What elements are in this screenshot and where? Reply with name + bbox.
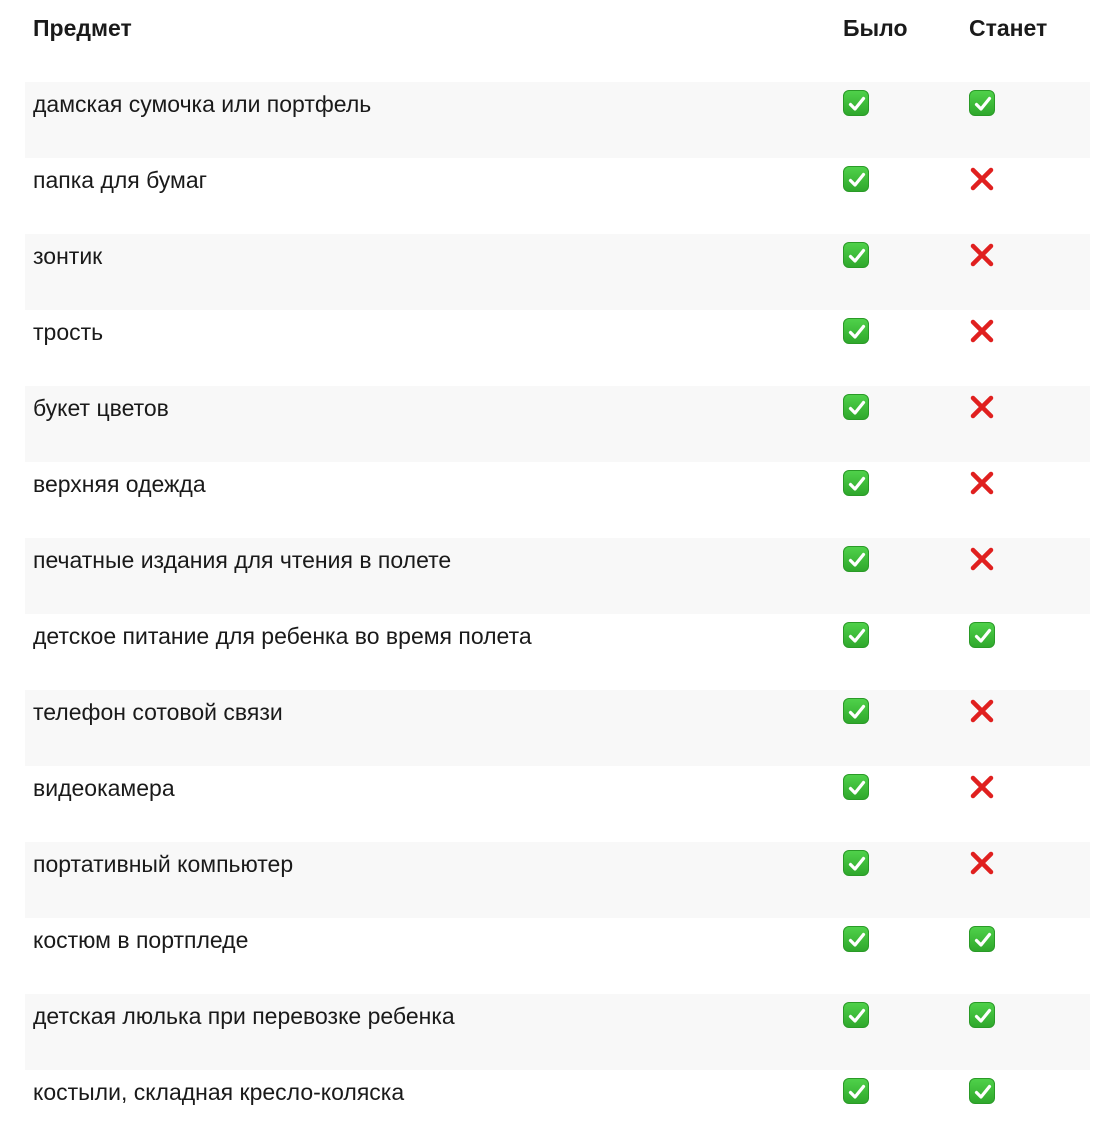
header-was: Было xyxy=(843,15,908,41)
will-status xyxy=(969,242,995,268)
check-mark-button-icon xyxy=(843,622,869,648)
item-name: дамская сумочка или портфель xyxy=(33,91,372,117)
was-status xyxy=(843,774,869,800)
check-mark-button-icon xyxy=(843,90,869,116)
will-status xyxy=(969,318,995,344)
item-name: зонтик xyxy=(33,243,103,269)
will-status xyxy=(969,622,995,648)
will-status xyxy=(969,394,995,420)
check-mark-button-icon xyxy=(843,242,869,268)
will-status xyxy=(969,850,995,876)
check-mark-button-icon xyxy=(843,850,869,876)
will-status xyxy=(969,774,995,800)
table-row xyxy=(25,994,1090,1070)
item-name: телефон сотовой связи xyxy=(33,699,283,725)
check-mark-button-icon xyxy=(843,470,869,496)
item-name: букет цветов xyxy=(33,395,169,421)
header-item: Предмет xyxy=(33,15,132,41)
cross-mark-icon xyxy=(969,774,995,800)
item-name: портативный компьютер xyxy=(33,851,294,877)
item-name: костыли, складная кресло-коляска xyxy=(33,1079,405,1105)
was-status xyxy=(843,850,869,876)
cross-mark-icon xyxy=(969,698,995,724)
cross-mark-icon xyxy=(969,470,995,496)
check-mark-button-icon xyxy=(843,1078,869,1104)
table-row xyxy=(25,462,1090,538)
was-status xyxy=(843,546,869,572)
check-mark-button-icon xyxy=(969,926,995,952)
was-status xyxy=(843,394,869,420)
check-mark-button-icon xyxy=(843,166,869,192)
cross-mark-icon xyxy=(969,850,995,876)
table-row xyxy=(25,538,1090,614)
was-status xyxy=(843,318,869,344)
was-status xyxy=(843,470,869,496)
item-name: детское питание для ребенка во время полета xyxy=(33,623,532,649)
was-status xyxy=(843,698,869,724)
table-header xyxy=(25,0,1090,82)
cross-mark-icon xyxy=(969,166,995,192)
check-mark-button-icon xyxy=(843,318,869,344)
table-row xyxy=(25,1070,1090,1146)
check-mark-button-icon xyxy=(843,698,869,724)
comparison-table xyxy=(25,0,1090,1146)
will-status xyxy=(969,546,995,572)
was-status xyxy=(843,926,869,952)
will-status xyxy=(969,926,995,952)
item-name: верхняя одежда xyxy=(33,471,206,497)
was-status xyxy=(843,1002,869,1028)
table-row xyxy=(25,158,1090,234)
check-mark-button-icon xyxy=(843,926,869,952)
table-row xyxy=(25,234,1090,310)
table-row xyxy=(25,82,1090,158)
was-status xyxy=(843,1078,869,1104)
check-mark-button-icon xyxy=(843,394,869,420)
check-mark-button-icon xyxy=(843,546,869,572)
item-name: печатные издания для чтения в полете xyxy=(33,547,452,573)
will-status xyxy=(969,1078,995,1104)
check-mark-button-icon xyxy=(969,1002,995,1028)
item-name: трость xyxy=(33,319,104,345)
was-status xyxy=(843,242,869,268)
check-mark-button-icon xyxy=(969,622,995,648)
check-mark-button-icon xyxy=(969,1078,995,1104)
will-status xyxy=(969,90,995,116)
item-name: папка для бумаг xyxy=(33,167,208,193)
table-row xyxy=(25,918,1090,994)
check-mark-button-icon xyxy=(969,90,995,116)
was-status xyxy=(843,622,869,648)
table-row xyxy=(25,386,1090,462)
check-mark-button-icon xyxy=(843,774,869,800)
table-row xyxy=(25,766,1090,842)
cross-mark-icon xyxy=(969,318,995,344)
table-row xyxy=(25,842,1090,918)
cross-mark-icon xyxy=(969,546,995,572)
will-status xyxy=(969,166,995,192)
item-name: детская люлька при перевозке ребенка xyxy=(33,1003,455,1029)
item-name: костюм в портпледе xyxy=(33,927,249,953)
item-name: видеокамера xyxy=(33,775,175,801)
will-status xyxy=(969,1002,995,1028)
was-status xyxy=(843,90,869,116)
table-row xyxy=(25,614,1090,690)
will-status xyxy=(969,698,995,724)
cross-mark-icon xyxy=(969,242,995,268)
cross-mark-icon xyxy=(969,394,995,420)
table-body xyxy=(25,82,1090,1146)
header-will: Станет xyxy=(969,15,1048,41)
was-status xyxy=(843,166,869,192)
table-row xyxy=(25,690,1090,766)
table-row xyxy=(25,310,1090,386)
will-status xyxy=(969,470,995,496)
check-mark-button-icon xyxy=(843,1002,869,1028)
